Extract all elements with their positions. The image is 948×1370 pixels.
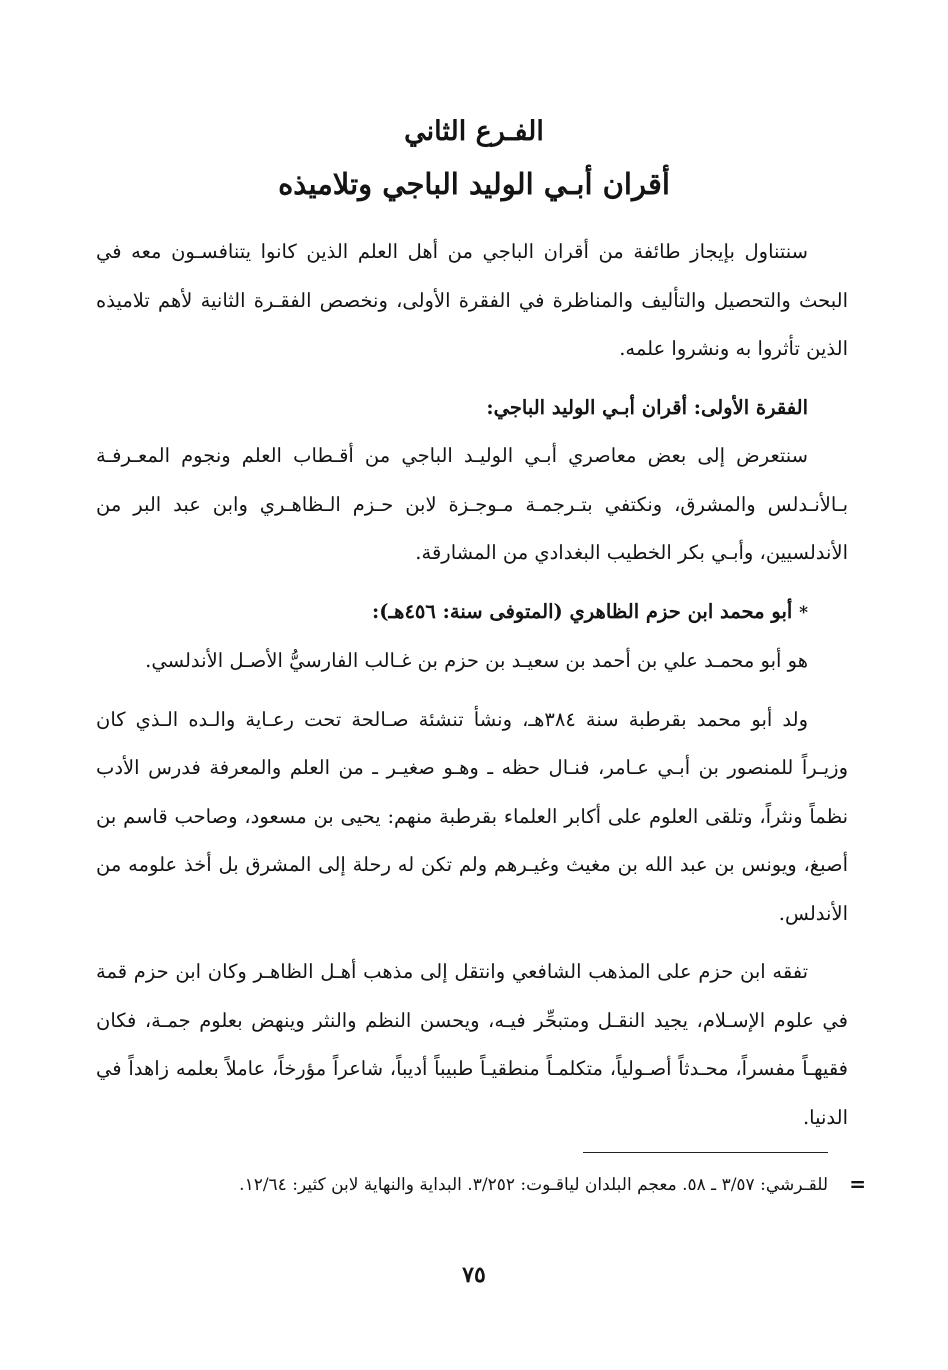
person-heading-text: أبو محمد ابن حزم الظاهري (المتوفى سنة: ٤٥٦هـ): bbox=[372, 599, 793, 623]
part-one-heading: الفقرة الأولى: أقران أبـي الوليد الباجي: bbox=[486, 395, 808, 419]
intro-paragraph: سنتناول بإيجاز طائفة من أقران الباجي من أهل العلم الذين كانوا يتنافسـون معه في البحث والتحصيل والتأليف والمناظرة في الفقرة الأولى، ونخصص الفقـرة الثانية لأهم تلاميذه الذين تأثروا به ونشروا علمه. bbox=[96, 240, 848, 360]
section-subtitle: أقران أبـي الوليد الباجي وتلاميذه bbox=[278, 167, 670, 201]
asterisk-icon: * bbox=[799, 602, 808, 623]
lineage-paragraph: هو أبو محمـد علي بن أحمد بن سعيـد بن حزم بن غـالب الفارسيُّ الأصـل الأندلسي. bbox=[145, 649, 808, 672]
person-heading bbox=[96, 588, 848, 638]
birth-paragraph: ولد أبو محمد بقرطبة سنة ٣٨٤هـ، ونشأ تنشئة صـالحة تحت رعـاية والـده الـذي كان وزيـراً للمنصور بن أبـي عـامر، فنـال حظه ـ وهـو صغيـر ـ من العلم والمعرفة فدرس الأدب نظماً ونثراً، وتلقى العلوم على أكابر العلماء بقرطبة منهم: يحيى بن مسعود، وصاحب قاسم بن أصبغ، ويونس بن عبد الله بن مغيث وغيـرهم ولم تكن له رحلة إلى المشرق بل أخذ علومه من الأندلس. bbox=[96, 707, 848, 925]
fiqh-paragraph: تفقه ابن حزم على المذهب الشافعي وانتقل إلى مذهب أهـل الظاهـر وكان ابن حزم قمة في علوم الإسـلام، يجيد النقـل ومتبحِّر فيـه، ويحسن النظم والنثر وينهض بعلوم جمـة، فكان فقيهـاً مفسراً، محـدثاً أصـولياً، متكلمـاً منطقيـاً طبيباً أديباً، شاعراً مؤرخاً، عاملاً بعلمه زاهداً في الدنيا. bbox=[96, 960, 848, 1129]
body-text bbox=[96, 228, 848, 1142]
footnote-continuation-marker: = bbox=[849, 1172, 866, 1196]
footnote-divider bbox=[583, 1152, 828, 1153]
footnote-text: للقـرشي: ٣/٥٧ ـ ٥٨. معجم البلدان لياقـوت: ٣/٢٥٢. البداية والنهاية لابن كثير: ١٢/٦٤. bbox=[239, 1175, 828, 1195]
page-number: ٧٥ bbox=[462, 1262, 486, 1288]
section-title: الفـرع الثاني bbox=[404, 116, 544, 147]
part-one-paragraph: سنتعرض إلى بعض معاصري أبـي الوليـد الباجي من أقـطاب العلم ونجوم المعـرفـة بـالأنـدلس والمشرق، ونكتفي بتـرجمـة مـوجـزة لابن حـزم الـظاهـري وابن عبد البر من الأندلسيين، وأبـي بكر الخطيب البغدادي من المشارقة. bbox=[96, 444, 848, 564]
